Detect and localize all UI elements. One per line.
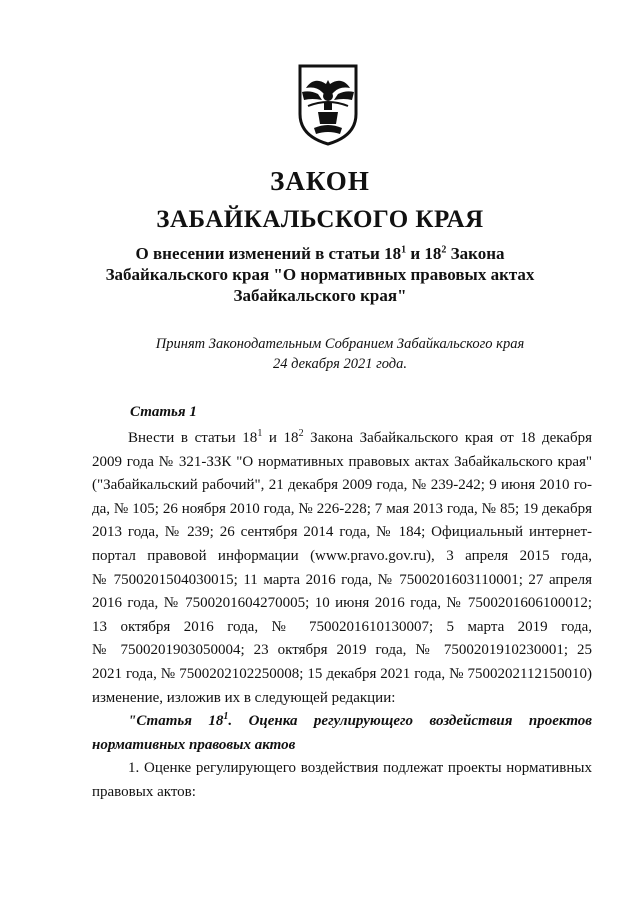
body-line: 2013 года, № 239; 26 сентября 2014 года, № 184; Официальный интернет- (92, 524, 592, 541)
article-1-body (92, 427, 592, 805)
body-line: изменение, изложив их в следующей редакции: (92, 689, 396, 706)
zabaikalsky-coat-of-arms-emblem (296, 62, 360, 146)
adoption-note: Принят Законодательным Собранием Забайкальского края (155, 336, 525, 352)
adoption-date: 24 декабря 2021 года. (272, 356, 407, 372)
law-subtitle-line-2: Забайкальского края "О нормативных правовых актах (105, 265, 535, 284)
clause-1-text: 1. Оценке регулирующего воздействия подлежат проекты нормативных (128, 760, 592, 777)
body-line: 13 октября 2016 года, № 7500201610130007; 5 марта 2019 года, (92, 618, 592, 635)
article-18-1-heading: "Статья $18^1$. Оценка регулирующего воздействия проектов (128, 711, 592, 730)
clause-1-text-cont: правовых актов: (92, 783, 196, 800)
body-line: ("Забайкальский рабочий", 21 декабря 2009 года, № 239-242; 9 июня 2010 го- (92, 477, 592, 494)
law-title: ЗАКОН (270, 166, 370, 196)
body-line: № 7500201504030015; 11 марта 2016 года, № 7500201603110001; 27 апреля (92, 571, 592, 588)
body-line: № 7500201903050004; 23 октября 2019 года, № 7500201910230001; 25 (92, 642, 592, 659)
body-line: 2009 года № 321-ЗЗК "О нормативных правовых актах Забайкальского края" (92, 453, 592, 470)
body-line: 2016 года, № 7500201604270005; 10 июня 2016 года, № 7500201606100012; (92, 595, 592, 612)
law-region-title: ЗАБАЙКАЛЬСКОГО КРАЯ (156, 206, 484, 233)
law-subtitle-line-1: О внесении изменений в статьи $18^1$ и $18^2$ Закона (135, 244, 505, 263)
article-1-heading: Статья 1 (130, 404, 197, 420)
body-line: портал правовой информации (www.pravo.gov.ru), 3 апреля 2015 года, (92, 547, 592, 564)
body-line: да, № 105; 26 ноября 2010 года, № 226-228; 7 мая 2013 года, № 85; 19 декабря (92, 500, 592, 517)
law-subtitle-line-3: Забайкальского края" (233, 286, 407, 305)
body-line: Внести в статьи $18^1$ и $18^2$ Закона Забайкальского края от 18 декабря (128, 428, 592, 446)
article-18-1-heading-cont: нормативных правовых актов (92, 736, 296, 753)
body-line: 2021 года, № 7500202102250008; 15 декабря 2021 года, № 7500202112150010) (92, 665, 592, 682)
